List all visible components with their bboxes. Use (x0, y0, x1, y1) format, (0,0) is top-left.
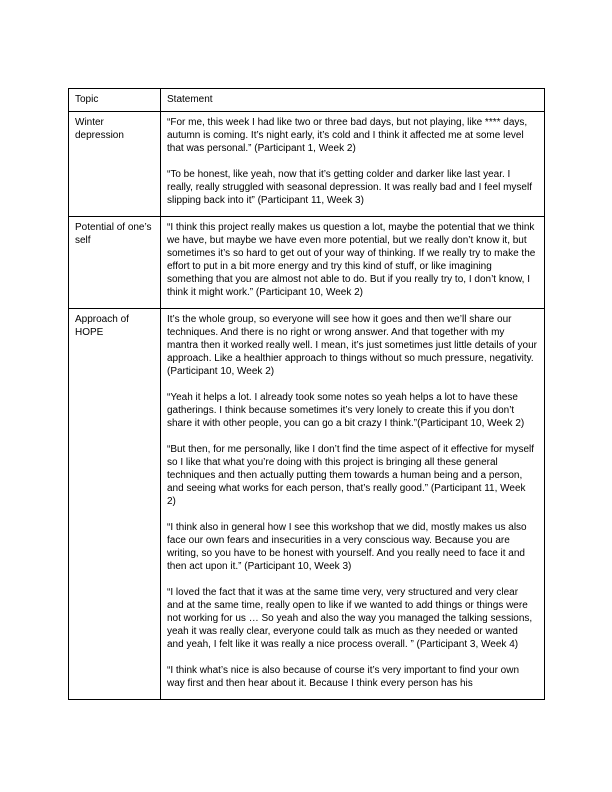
table-row-potential-of-ones-self (69, 217, 545, 309)
statement-cell (161, 112, 545, 217)
column-header-statement: Statement (161, 89, 545, 112)
table-header-row (69, 89, 545, 112)
quote-paragraph: “I think what’s nice is also because of course it’s very important to find your own way first and then hear about it. Because I think every person has his (167, 665, 520, 689)
quote-paragraph: “I think also in general how I see this workshop that we did, mostly makes us also face our own fears and insecurities in a very conscious way. Because you are writing, so you have to be honest with yourself. And you really need to face it and then act upon it.” (Participant 10, Week 3) (167, 522, 527, 572)
quote-paragraph: “But then, for me personally, like I don’t find the time aspect of it effective for myself so I like that what you’re doing with this project is bringing all these general techniques and then actually putting them towards a human being and a person, and seeing what works for each person, that’s really good.” (Participant 11, Week 2) (167, 444, 535, 507)
quote-paragraph: “To be honest, like yeah, now that it’s getting colder and darker like last year. I really, really struggled with seasonal depression. It was really bad and I feel myself slipping back into it” (Participant 11, Week 3) (167, 169, 532, 206)
statement-cell (161, 309, 545, 700)
topic-cell: Winter depression (69, 112, 161, 217)
statement-cell (161, 217, 545, 309)
quote-paragraph: “Yeah it helps a lot. I already took some notes so yeah helps a lot to have these gatherings. I think because sometimes it’s very lonely to create this if you don’t share it with other people, you can go a bit crazy I think.”(Participant 10, Week 2) (167, 392, 525, 429)
column-header-topic: Topic (69, 89, 161, 112)
quote-paragraph: “I loved the fact that it was at the same time very, very structured and very clear and at the same time, really open to like if we wanted to add things or things were not working for us … So yeah and also the way you managed the talking sessions, yeah it was really clear, everyone could talk as much as they needed or wanted and yeah, I felt like it was really a nice process overall. ” (Participant 3, Week 4) (167, 587, 533, 650)
quote-paragraph: It’s the whole group, so everyone will see how it goes and then we’ll share our techniques. And there is no right or wrong answer. And that together with my mantra then it worked really well. I mean, it’s just sometimes just little details of your approach. Like a healthier approach to things without so much pressure, negativity. (Participant 10, Week 2) (167, 314, 537, 377)
quotes-table (68, 88, 545, 700)
table-row-approach-of-hope (69, 309, 545, 700)
table-row-winter-depression (69, 112, 545, 217)
quote-paragraph: “I think this project really makes us question a lot, maybe the potential that we think we have, but maybe we have even more potential, but we really don’t know it, but sometimes it’s so hard to get out of your way of thinking. If we really try to make the effort to put in a bit more energy and try this kind of stuff, or like imagining something that you are almost not able to do. But if you really try to, I don’t know, I think it might work.” (Participant 10, Week 2) (167, 222, 536, 298)
topic-cell: Potential of one’s self (69, 217, 161, 309)
quote-paragraph: “For me, this week I had like two or three bad days, but not playing, like **** days, autumn is coming. It’s night early, it’s cold and I think it affected me at some level that was personal.” (Participant 1, Week 2) (167, 117, 528, 154)
topic-cell: Approach of HOPE (69, 309, 161, 700)
